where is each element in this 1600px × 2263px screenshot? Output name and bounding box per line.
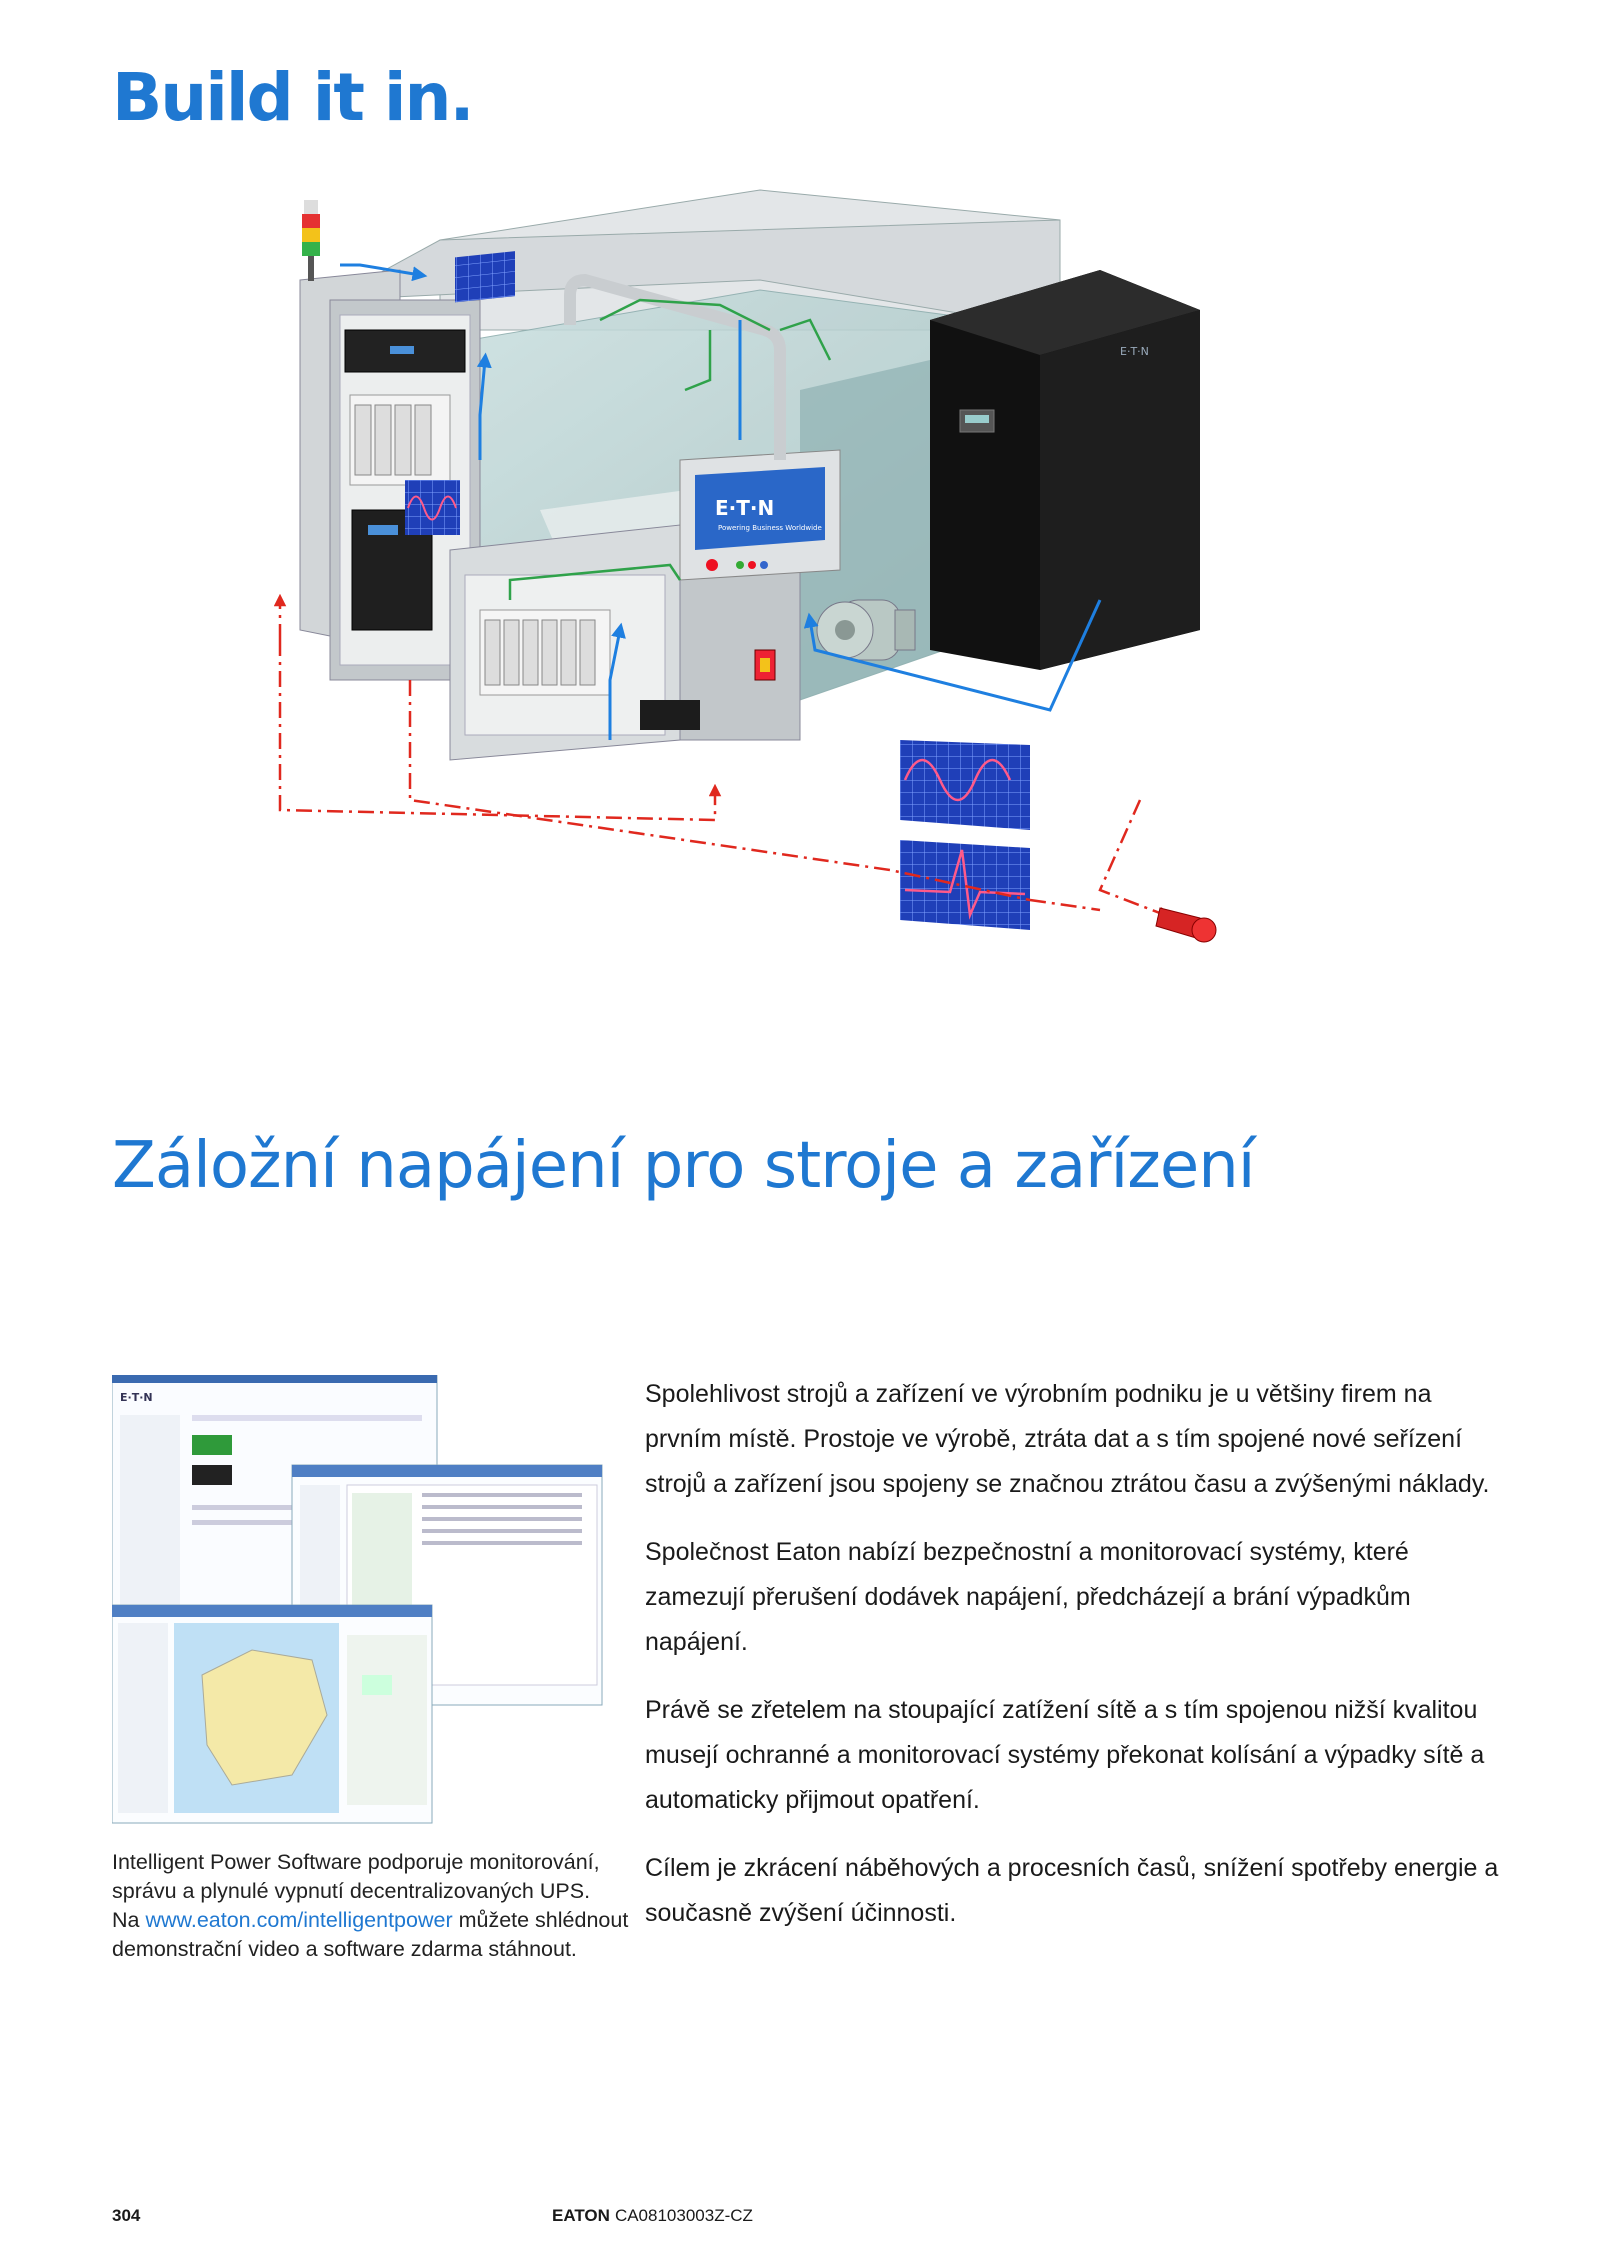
compact-ups	[640, 700, 700, 730]
circuit-breakers-front	[480, 610, 610, 695]
caption	[112, 1848, 632, 1964]
screenshot-europe-map	[112, 1605, 432, 1823]
machine-power-illustration	[240, 180, 1380, 1100]
software-screenshots	[112, 1375, 612, 1825]
waveform-panel-sine	[900, 740, 1030, 830]
brand-name: EATON	[552, 2206, 610, 2225]
paragraph: Cílem je zkrácení náběhových a procesních časů, snížení spotřeby energie a současně zvýšení účinnosti.	[645, 1854, 1499, 1927]
intelligentpower-link[interactable]: www.eaton.com/intelligentpower	[145, 1908, 453, 1932]
footer-brand	[552, 2206, 753, 2226]
doc-code: CA08103003Z-CZ	[614, 2206, 753, 2225]
screens-logo: E·T·N	[120, 1391, 153, 1404]
caption-text: Intelligent Power Software podporuje monitorování, správu a plynulé vypnutí decentralizovaných UPS.	[112, 1850, 600, 1903]
hmi-logo: E·T·N	[715, 496, 775, 520]
paragraph: Právě se zřetelem na stoupající zatížení sítě a s tím spojenou nižší kvalitou musejí ochranné a monitorovací systémy překonat kolísání a výpadky sítě a automaticky přijmout opatření.	[645, 1696, 1485, 1814]
section-title: Záložní napájení pro stroje a zařízení	[112, 1129, 1255, 1203]
body-text	[645, 1372, 1505, 1959]
large-ups-cabinet	[930, 270, 1200, 670]
headline: Build it in.	[112, 59, 473, 136]
waveform-panel-spike	[900, 840, 1030, 930]
waveform-panel-top	[455, 251, 515, 302]
paragraph: Spolehlivost strojů a zařízení ve výrobním podniku je u většiny firem na prvním místě. Prostoje ve výrobě, ztráta dat a s tím spojené nové seřízení strojů a zařízení jsou spojeny se značnou ztrátou času a zvýšenými náklady.	[645, 1380, 1490, 1498]
signal-tower-light	[302, 200, 320, 281]
waveform-panel-left	[405, 480, 460, 535]
page-number: 304	[112, 2206, 141, 2225]
caption-link-suffix: můžete shlédnout demonstrační video a software zdarma stáhnout.	[112, 1908, 629, 1961]
paragraph: Společnost Eaton nabízí bezpečnostní a monitorovací systémy, které zamezují přerušení dodávek napájení, předcházejí a brání výpadkům napájení.	[645, 1538, 1411, 1656]
ups-badge: E·T·N	[1120, 345, 1149, 358]
caption-link-prefix: Na	[112, 1908, 146, 1932]
hmi-touch-panel	[680, 450, 840, 580]
power-plug	[1156, 908, 1216, 942]
hmi-tagline: Powering Business Worldwide	[718, 524, 822, 532]
circuit-breakers-left	[350, 395, 450, 485]
